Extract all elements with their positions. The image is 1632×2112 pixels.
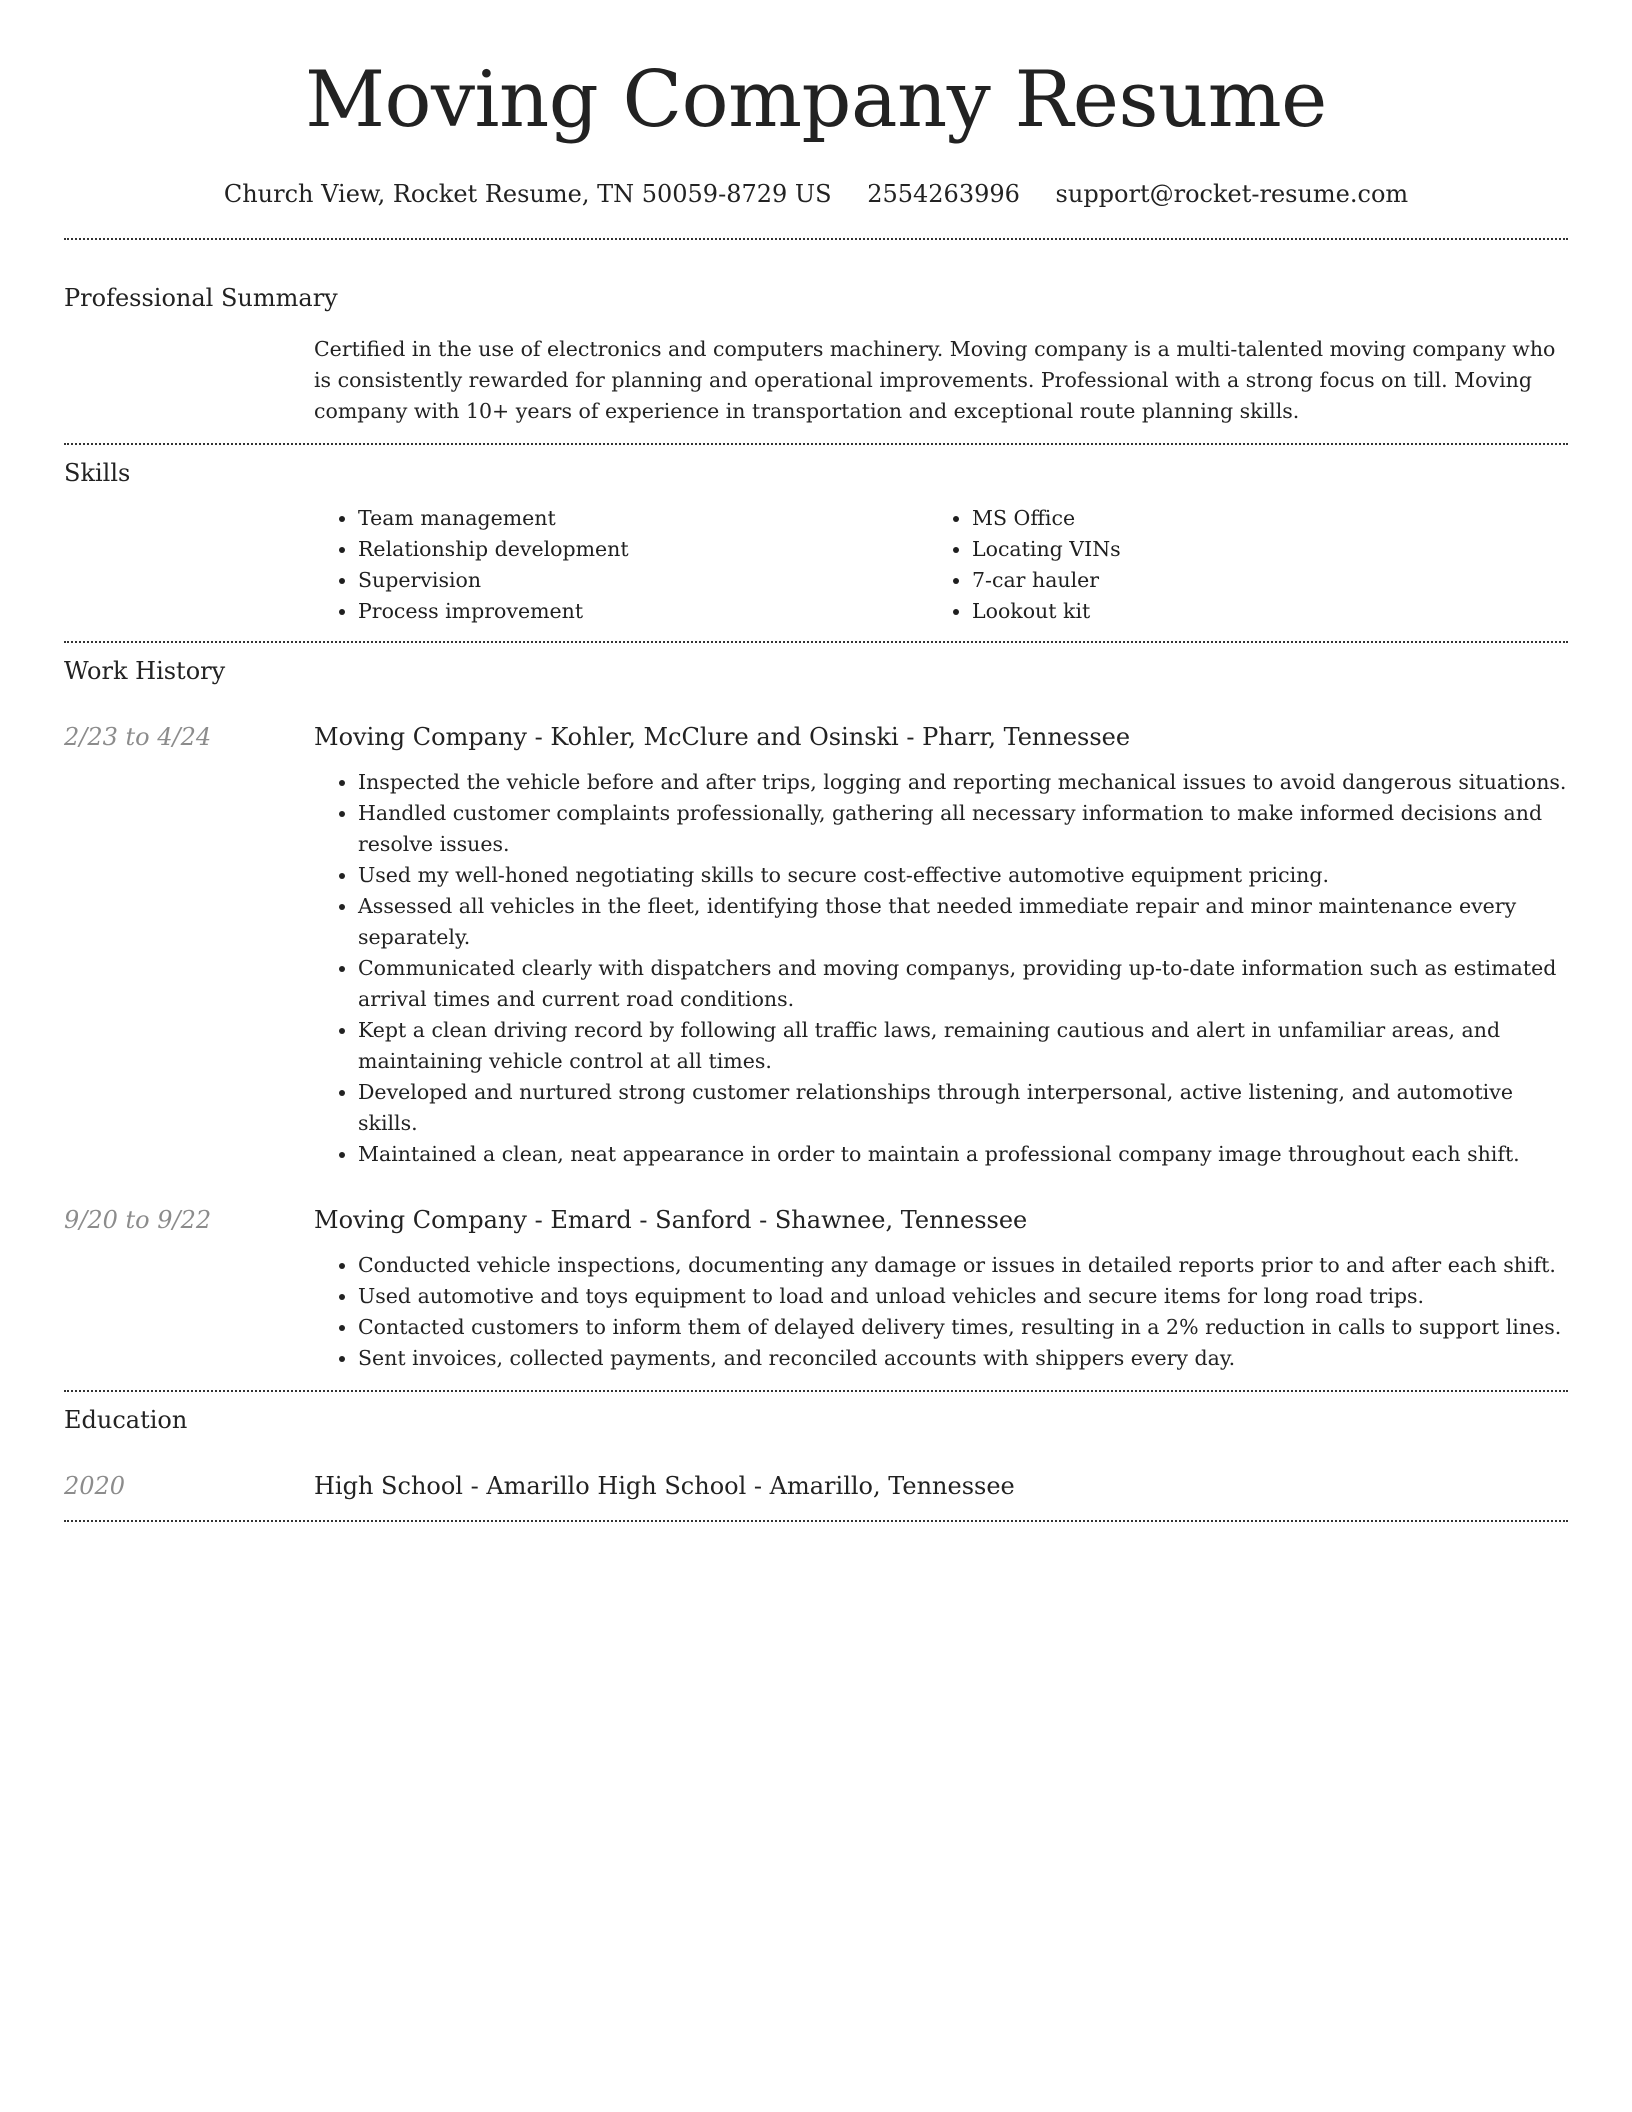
skill-item: • Team management xyxy=(358,503,928,534)
job-entry xyxy=(64,1204,1568,1374)
skills-heading: Skills xyxy=(64,459,131,487)
job-header xyxy=(64,721,1568,753)
skill-item: • Locating VINs xyxy=(972,534,1542,565)
work-history-section xyxy=(64,655,1568,1374)
skills-divider xyxy=(64,641,1568,643)
skill-item: • MS Office xyxy=(972,503,1542,534)
job-bullet: • Conducted vehicle inspections, documenting any damage or issues in detailed reports prior to and after each shift. xyxy=(358,1250,1568,1281)
skill-item: • 7-car hauler xyxy=(972,565,1542,596)
job-bullets xyxy=(314,767,1568,1170)
job-title: Moving Company - Emard - Sanford - Shawnee, Tennessee xyxy=(314,1206,1028,1234)
skill-item: • Process improvement xyxy=(358,596,928,627)
education-title: High School - Amarillo High School - Amarillo, Tennessee xyxy=(314,1472,1015,1500)
education-year: 2020 xyxy=(64,1472,126,1500)
contact-email: support@rocket-resume.com xyxy=(1055,180,1409,208)
skills-list-left xyxy=(314,503,928,627)
summary-heading: Professional Summary xyxy=(64,284,338,312)
job-bullet: • Maintained a clean, neat appearance in order to maintain a professional company image throughout each shift. xyxy=(358,1139,1568,1170)
job-title: Moving Company - Kohler, McClure and Osinski - Pharr, Tennessee xyxy=(314,723,1131,751)
summary-text: Certified in the use of electronics and computers machinery. Moving company is a multi-talented moving company who is consistently rewarded for planning and operational improvements. Professional with a strong focus on till. Moving company with 10+ years of experience in transportation and exceptional route planning skills. xyxy=(314,337,1556,423)
job-bullet: • Inspected the vehicle before and after trips, logging and reporting mechanical issues to avoid dangerous situations. xyxy=(358,767,1568,798)
contact-address: Church View, Rocket Resume, TN 50059-8729 US xyxy=(223,180,832,208)
education-entry xyxy=(64,1470,1568,1502)
work-history-heading: Work History xyxy=(64,657,226,685)
job-bullets xyxy=(314,1250,1568,1374)
education-divider xyxy=(64,1520,1568,1522)
header-divider xyxy=(64,238,1568,240)
skill-item: • Relationship development xyxy=(358,534,928,565)
work-history-divider xyxy=(64,1390,1568,1392)
job-bullet: • Kept a clean driving record by following all traffic laws, remaining cautious and alert in unfamiliar areas, and maintaining vehicle control at all times. xyxy=(358,1015,1568,1077)
job-entry xyxy=(64,721,1568,1170)
resume-title: Moving Company Resume xyxy=(305,55,1327,145)
summary-divider xyxy=(64,443,1568,445)
summary-section xyxy=(64,282,1568,427)
contact-phone: 2554263996 xyxy=(867,180,1020,208)
job-bullet: • Sent invoices, collected payments, and reconciled accounts with shippers every day. xyxy=(358,1343,1568,1374)
skills-section xyxy=(64,457,1568,627)
skill-item: • Lookout kit xyxy=(972,596,1542,627)
contact-line xyxy=(64,178,1568,210)
education-heading: Education xyxy=(64,1406,188,1434)
job-dates: 9/20 to 9/22 xyxy=(64,1206,212,1234)
job-bullet: • Contacted customers to inform them of delayed delivery times, resulting in a 2% reduction in calls to support lines. xyxy=(358,1312,1568,1343)
job-bullet: • Used automotive and toys equipment to load and unload vehicles and secure items for long road trips. xyxy=(358,1281,1568,1312)
education-section xyxy=(64,1404,1568,1502)
skill-item: • Supervision xyxy=(358,565,928,596)
skills-grid xyxy=(314,503,1568,627)
job-bullet: • Developed and nurtured strong customer relationships through interpersonal, active listening, and automotive skills. xyxy=(358,1077,1568,1139)
job-bullet: • Handled customer complaints professionally, gathering all necessary information to make informed decisions and resolve issues. xyxy=(358,798,1568,860)
job-dates: 2/23 to 4/24 xyxy=(64,723,212,751)
job-bullet: • Communicated clearly with dispatchers and moving companys, providing up-to-date information such as estimated arrival times and current road conditions. xyxy=(358,953,1568,1015)
job-header xyxy=(64,1204,1568,1236)
job-bullet: • Used my well-honed negotiating skills to secure cost-effective automotive equipment pricing. xyxy=(358,860,1568,891)
skills-list-right xyxy=(928,503,1542,627)
job-bullet: • Assessed all vehicles in the fleet, identifying those that needed immediate repair and minor maintenance every separately. xyxy=(358,891,1568,953)
